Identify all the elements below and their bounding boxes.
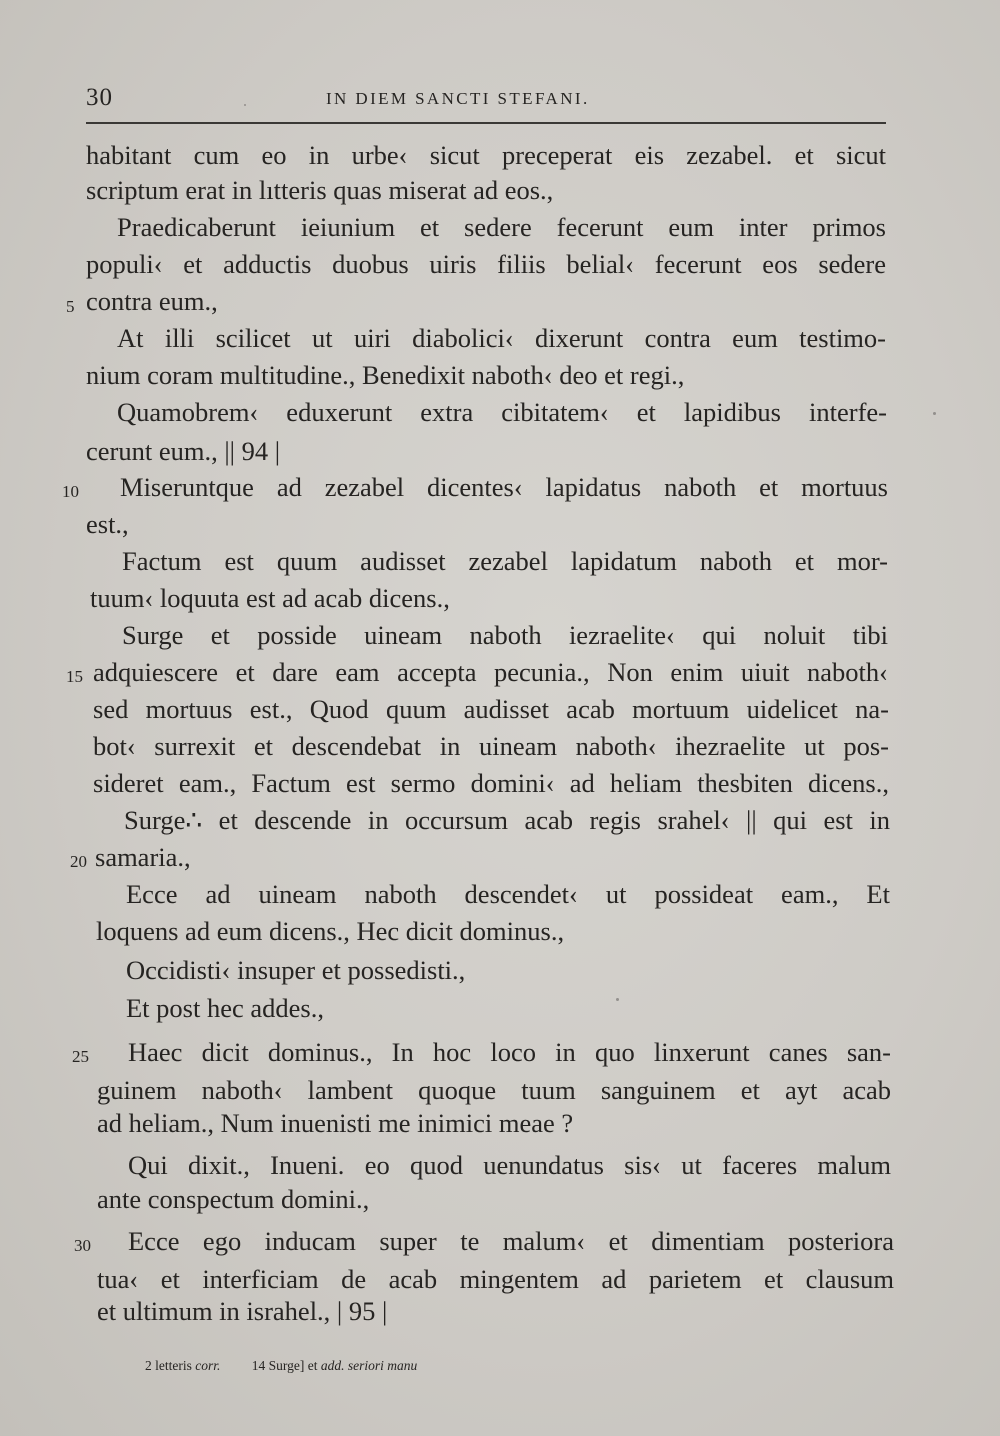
footnote-ref: 2 letteris	[145, 1358, 192, 1373]
text-line: populi‹ et adductis duobus uiris filiis belial‹ fecerunt eos sedere	[86, 249, 886, 279]
text-line: tuum‹ loquuta est ad acab dicens.,	[90, 583, 450, 613]
line-number: 30	[74, 1236, 91, 1255]
text-line: Qui dixit., Inueni. eo quod uenundatus sis‹ ut faceres malum	[128, 1150, 891, 1180]
footnote	[252, 1358, 418, 1374]
text-line: adquiescere et dare eam accepta pecunia., Non enim uiuit naboth‹	[93, 657, 888, 687]
text-line: Miseruntque ad zezabel dicentes‹ lapidatus naboth et mortuus	[120, 472, 888, 502]
text-line: tua‹ et interficiam de acab mingentem ad parietem et clausum	[97, 1264, 894, 1294]
footnotes	[145, 1358, 445, 1374]
line-number: 5	[66, 297, 75, 316]
text-line: ad heliam., Num inuenisti me inimici meae ?	[97, 1108, 574, 1138]
running-title: IN DIEM SANCTI STEFANI.	[326, 89, 590, 108]
text-line: nium coram multitudine., Benedixit naboth‹ deo et regi.,	[86, 360, 685, 390]
text-line: cerunt eum., || 94 |	[86, 436, 281, 466]
text-line: Ecce ego inducam super te malum‹ et dimentiam posteriora	[128, 1226, 894, 1256]
text-line: Occidisti‹ insuper et possedisti.,	[126, 955, 466, 985]
text-line: Surge et posside uineam naboth iezraelite‹ qui noluit tibi	[122, 620, 888, 650]
text-line: Quamobrem‹ eduxerunt extra cibitatem‹ et lapidibus interfe-	[117, 397, 887, 427]
text-line: guinem naboth‹ lambent quoque tuum sanguinem et ayt acab	[97, 1075, 891, 1105]
text-line: samaria.,	[95, 842, 191, 872]
header-rule	[86, 122, 886, 124]
text-line: et ultimum in israhel., | 95 |	[97, 1296, 388, 1326]
text-line: contra eum.,	[86, 286, 218, 316]
text-line: At illi scilicet ut uiri diabolici‹ dixerunt contra eum testimo-	[117, 323, 886, 353]
line-number: 25	[72, 1047, 89, 1066]
text-line: Et post hec addes.,	[126, 993, 324, 1023]
footnote	[145, 1358, 220, 1374]
paper-speck	[933, 412, 936, 415]
page-header	[0, 0, 1000, 130]
footnote-note: add. seriori manu	[320, 1358, 418, 1373]
text-line: loquens ad eum dicens., Hec dicit dominus.,	[96, 916, 565, 946]
line-number: 10	[62, 482, 79, 501]
line-number: 20	[70, 852, 87, 871]
text-line: est.,	[86, 509, 129, 539]
text-line: scriptum erat in lıtteris quas miserat ad eos.,	[86, 175, 554, 205]
text-line: Factum est quum audisset zezabel lapidatum naboth et mor-	[122, 546, 888, 576]
text-line: habitant cum eo in urbe‹ sicut preceperat eis zezabel. et sicut	[86, 140, 886, 170]
text-line: Ecce ad uineam naboth descendet‹ ut possideat eam., Et	[126, 879, 890, 909]
text-line: Praedicaberunt ieiunium et sedere fecerunt eum inter primos	[117, 212, 886, 242]
text-line: bot‹ surrexit et descendebat in uineam naboth‹ ihezraelite ut pos-	[93, 731, 889, 761]
text-line: sed mortuus est., Quod quum audisset acab mortuum uidelicet na-	[93, 694, 889, 724]
text-line: sideret eam., Factum est sermo domini‹ ad heliam thesbiten dicens.,	[93, 768, 889, 798]
text-line: Haec dicit dominus., In hoc loco in quo linxerunt canes san-	[128, 1037, 891, 1067]
footnote-ref: 14 Surge] et	[251, 1358, 318, 1373]
paper-speck	[244, 104, 246, 106]
line-number: 15	[66, 667, 83, 686]
text-line: Surge∴ et descende in occursum acab regis srahel‹ || qui est in	[124, 805, 890, 835]
page-number: 30	[86, 84, 113, 111]
paper-speck	[616, 998, 619, 1001]
text-line: ante conspectum domini.,	[97, 1184, 370, 1214]
footnote-note: corr.	[195, 1358, 221, 1373]
